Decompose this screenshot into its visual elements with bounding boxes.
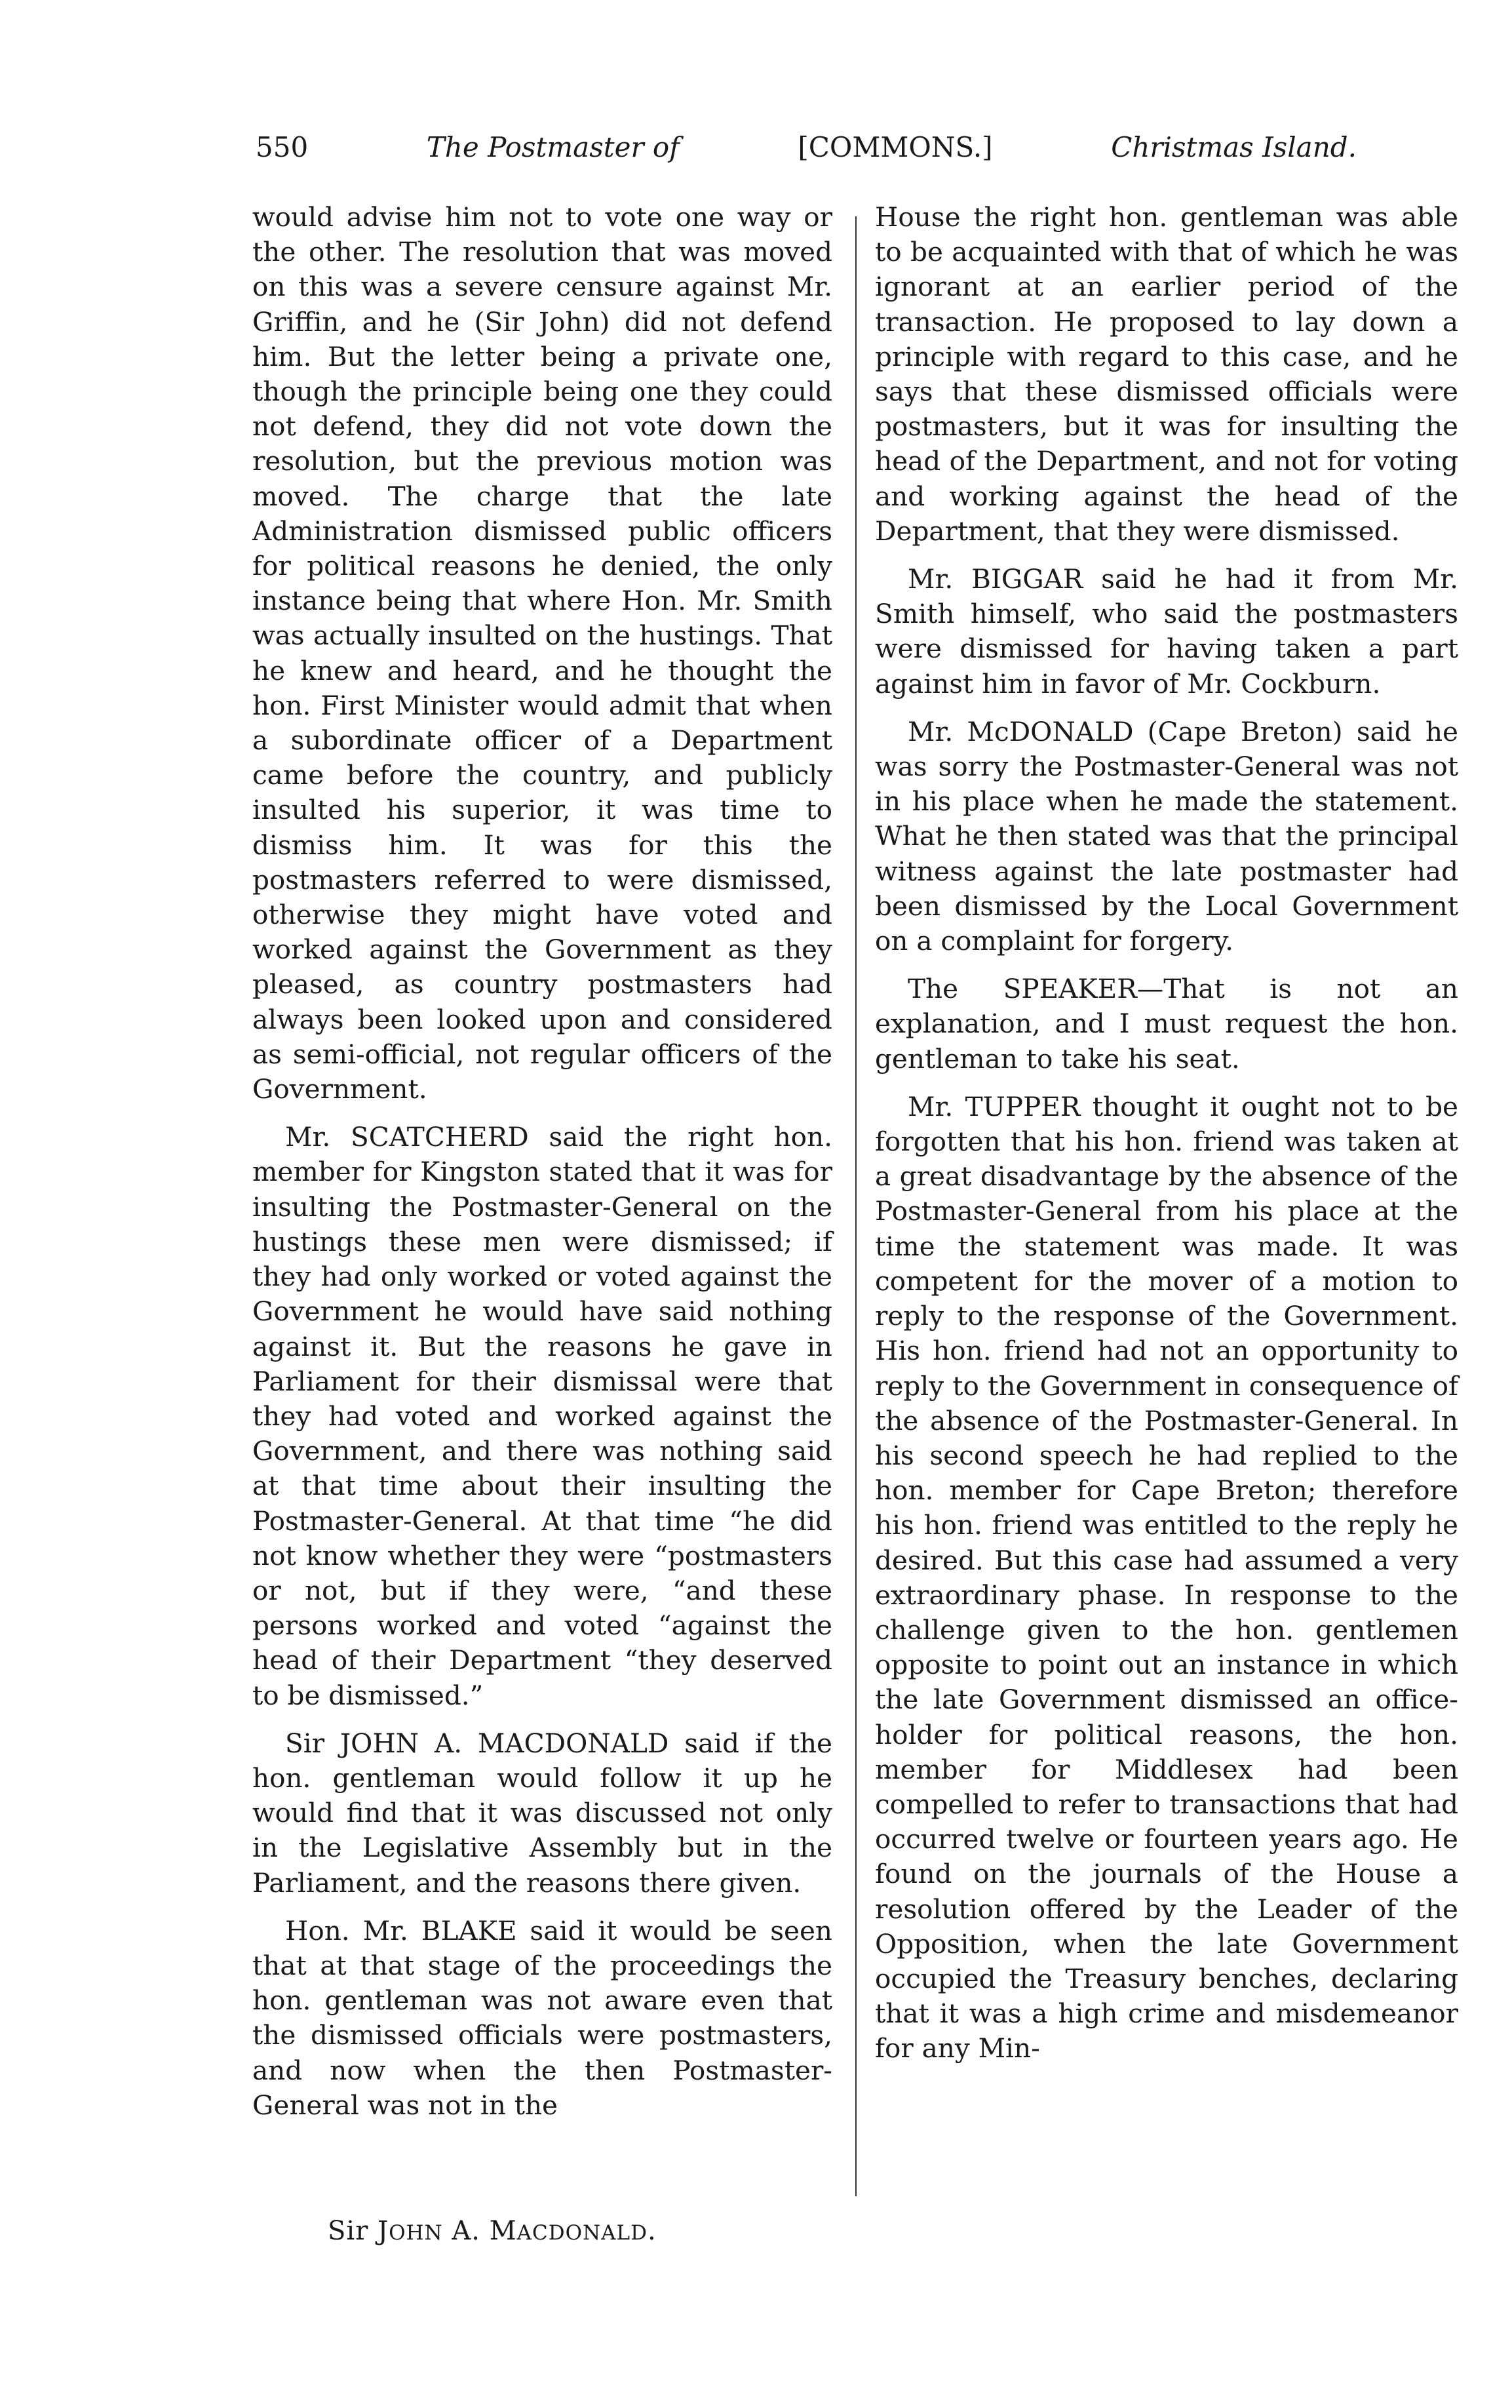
left-column — [252, 200, 832, 2123]
paragraph: would advise him not to vote one way or the other. The resolution that was moved on this was a severe censure against Mr. Griffin, and he (Sir John) did not defend him. But the letter being a private one, though the principle being one they could not defend, they did not vote down the resolution, but the previous motion was moved. The charge that the late Administration dismissed public officers for political reasons he denied, the only instance being that where Hon. Mr. Smith was actually insulted on the hustings. That he knew and heard, and he thought the hon. First Minister would admit that when a subordinate officer of a Department came before the country, and publicly insulted his superior, it was time to dismiss him. It was for this the postmasters referred to were dismissed, otherwise they might have voted and worked against the Government as they pleased, as country postmasters had always been looked upon and considered as semi-official, not regular officers of the Government. — [252, 201, 832, 1105]
paragraph: Mr. BIGGAR said he had it from Mr. Smith himself, who said the postmasters were dismissed for having taken a part against him in favor of Mr. Cockburn. — [875, 563, 1458, 700]
paragraph: Mr. SCATCHERD said the right hon. member for Kingston stated that it was for insulting the Postmaster-General on the hustings these men were dismissed; if they had only worked or voted against the Government he would have said nothing against it. But the reasons he gave in Parliament for their dismissal were that they had voted and worked against the Government, and there was nothing said at that time about their insulting the Postmaster-General. At that time “he did not know whether they were “postmasters or not, but if they were, “and these persons worked and voted “against the head of their Department “they deserved to be dismissed.” — [252, 1121, 832, 1711]
footer-speaker: Sir JOHN A. MACDONALD. — [328, 2216, 657, 2246]
paragraph: The SPEAKER—That is not an explanation, and I must request the hon. gentleman to take his seat. — [875, 973, 1458, 1075]
paragraph: Hon. Mr. BLAKE said it would be seen that at that stage of the proceedings the hon. gentleman was not aware even that the dismissed officials were postmasters, and now when the then Postmaster-General was not in the — [252, 1914, 832, 2121]
running-header — [256, 131, 1357, 177]
paragraph: Mr. TUPPER thought it ought not to be forgotten that his hon. friend was taken at a great disadvantage by the absence of the Postmaster-General from his place at the time the statement was made. It was competent for the mover of a motion to reply to the response of the Government. His hon. friend had not an opportunity to reply to the Government in consequence of the absence of the Postmaster-General. In his second speech he had replied to the hon. member for Cape Breton; therefore his hon. friend was entitled to the reply he desired. But this case had assumed a very extraordinary phase. In response to the challenge given to the hon. gentlemen opposite to point out an instance in which the late Government dismissed an office-holder for political reasons, the hon. member for Middlesex had been compelled to refer to transactions that had occurred twelve or fourteen years ago. He found on the journals of the House a resolution offered by the Leader of the Opposition, when the late Government occupied the Treasury benches, declaring that it was a high crime and misdemeanor for any Min- — [875, 1090, 1458, 2064]
page-number: 550 — [256, 131, 309, 163]
paragraph: Mr. McDONALD (Cape Breton) said he was sorry the Postmaster-General was not in his place when he made the statement. What he then stated was that the principal witness against the late postmaster had been dismissed by the Local Government on a complaint for forgery. — [875, 715, 1458, 957]
header-title-right: Christmas Island. — [1111, 131, 1357, 163]
column-divider — [855, 216, 857, 2196]
header-title-left: The Postmaster of — [426, 131, 680, 163]
paragraph: Sir JOHN A. MACDONALD said if the hon. gentleman would follow it up he would find that it was discussed not only in the Legislative Assembly but in the Parliament, and the reasons there given. — [252, 1727, 832, 1899]
header-section: [COMMONS.] — [798, 131, 993, 163]
right-column — [875, 200, 1458, 2066]
paragraph: House the right hon. gentleman was able to be acquainted with that of which he was ignorant at an earlier period of the transaction. He proposed to lay down a principle with regard to this case, and he says that these dismissed officials were postmasters, but it was for insulting the head of the Department, and not for voting and working against the head of the Department, that they were dismissed. — [875, 201, 1458, 547]
